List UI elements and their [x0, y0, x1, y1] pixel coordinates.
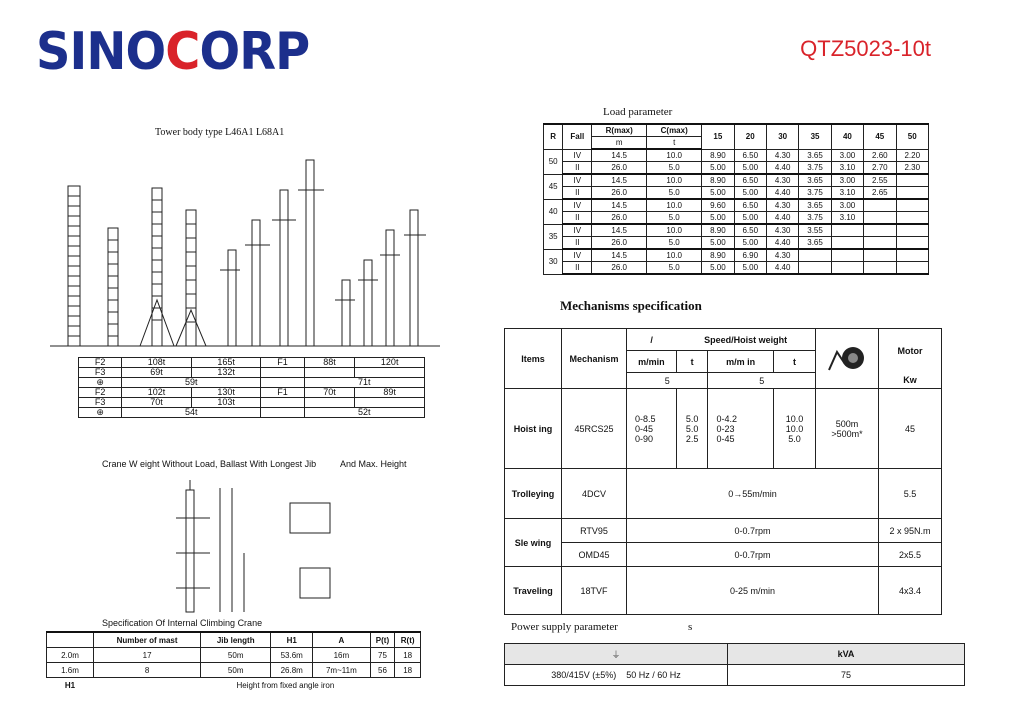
table-row: II 26.0 5.0 5.00 5.00 4.40 3.75 3.10 2.65	[544, 187, 929, 200]
table-row: 380/415V (±5%) 50 Hz / 60 Hz 75	[505, 665, 965, 686]
table-row: OMD45 0-0.7rpm 2x5.5	[505, 543, 942, 567]
table-row: 50 IV 14.5 10.0 8.90 6.50 4.30 3.65 3.00 2.60 2.20	[544, 149, 929, 162]
table-row: m t	[544, 137, 929, 150]
mechanisms-title: Mechanisms specification	[560, 298, 702, 313]
power-title-s: s	[688, 621, 693, 633]
company-logo: SINOCORP	[36, 22, 310, 82]
rope-drum-icon	[816, 329, 879, 389]
hook-icon: ⊕	[79, 378, 122, 388]
table-row: R Fall R(max) C(max) 15 20 30 35 40 45 50	[544, 124, 929, 137]
table-row: m/min t m/m in t	[505, 351, 942, 373]
table-row: ⊕ 54t 52t	[79, 408, 425, 418]
load-title: Load parameter	[603, 106, 673, 118]
table-row: 35 IV 14.5 10.0 8.90 6.50 4.30 3.55	[544, 224, 929, 237]
table-row: 5 5 Kw	[505, 373, 942, 389]
table-row: Hoist ing 45RCS25 0-8.5 0-45 0-90 5.0 5.0 2.5 0-4.2 0-23 0-45 10.0 10.0 5.0 500m >500m* 45	[505, 389, 942, 469]
mechanisms-table	[504, 328, 942, 615]
table-row: F3 69t 132t	[79, 368, 425, 378]
climbing-diagram	[170, 478, 360, 618]
table-row: 2.0m 17 50m 53.6m 16m 75 18	[47, 648, 421, 663]
weight-caption: Crane W eight Without Load, Ballast With Longest Jib	[102, 459, 317, 469]
table-row: Trolleying 4DCV 0→55m/min 5.5	[505, 469, 942, 519]
hook-icon: ⊕	[79, 408, 122, 418]
table-row: F2 102t 130t F1 70t 89t	[79, 388, 425, 398]
table-row: Traveling 18TVF 0-25 m/min 4x3.4	[505, 567, 942, 615]
table-row: 1.6m 8 50m 26.8m 7m~11m 56 18	[47, 663, 421, 678]
table-row: H1 Height from fixed angle iron	[64, 680, 335, 690]
plug-icon: ⏚	[505, 644, 728, 665]
crane-weight-table	[78, 357, 425, 418]
table-row: ⏚ kVA	[505, 644, 965, 665]
model-number: QTZ5023-10t	[800, 36, 931, 61]
load-table	[543, 123, 929, 275]
table-row: F2 108t 165t F1 88t 120t	[79, 358, 425, 368]
climbing-table	[46, 631, 421, 692]
table-row: ⊕ 59t 71t	[79, 378, 425, 388]
table-row: Number of mast Jib length H1 A P(t) R(t)	[47, 632, 421, 648]
table-row: 30 IV 14.5 10.0 8.90 6.90 4.30	[544, 249, 929, 262]
table-row: 40 IV 14.5 10.0 9.60 6.50 4.30 3.65 3.00	[544, 199, 929, 212]
power-title: Power supply parameter	[511, 621, 618, 633]
table-row: Sle wing RTV95 0-0.7rpm 2 x 95N.m	[505, 519, 942, 543]
tower-diagram	[40, 150, 440, 355]
table-row: F3 70t 103t	[79, 398, 425, 408]
tower-body-title: Tower body type L46A1 L68A1	[155, 127, 285, 138]
weight-caption-2: And Max. Height	[340, 459, 407, 469]
table-row: II 26.0 5.0 5.00 5.00 4.40 3.75 3.10 2.70 2.30	[544, 162, 929, 175]
climbing-caption: Specification Of Internal Climbing Crane	[102, 618, 263, 628]
power-table	[504, 643, 965, 686]
table-row: II 26.0 5.0 5.00 5.00 4.40 3.65	[544, 237, 929, 250]
table-row: II 26.0 5.0 5.00 5.00 4.40	[544, 262, 929, 275]
table-row: 45 IV 14.5 10.0 8.90 6.50 4.30 3.65 3.00 2.55	[544, 174, 929, 187]
table-row: Items Mechanism / Speed/Hoist weight Motor	[505, 329, 942, 351]
table-row: II 26.0 5.0 5.00 5.00 4.40 3.75 3.10	[544, 212, 929, 225]
